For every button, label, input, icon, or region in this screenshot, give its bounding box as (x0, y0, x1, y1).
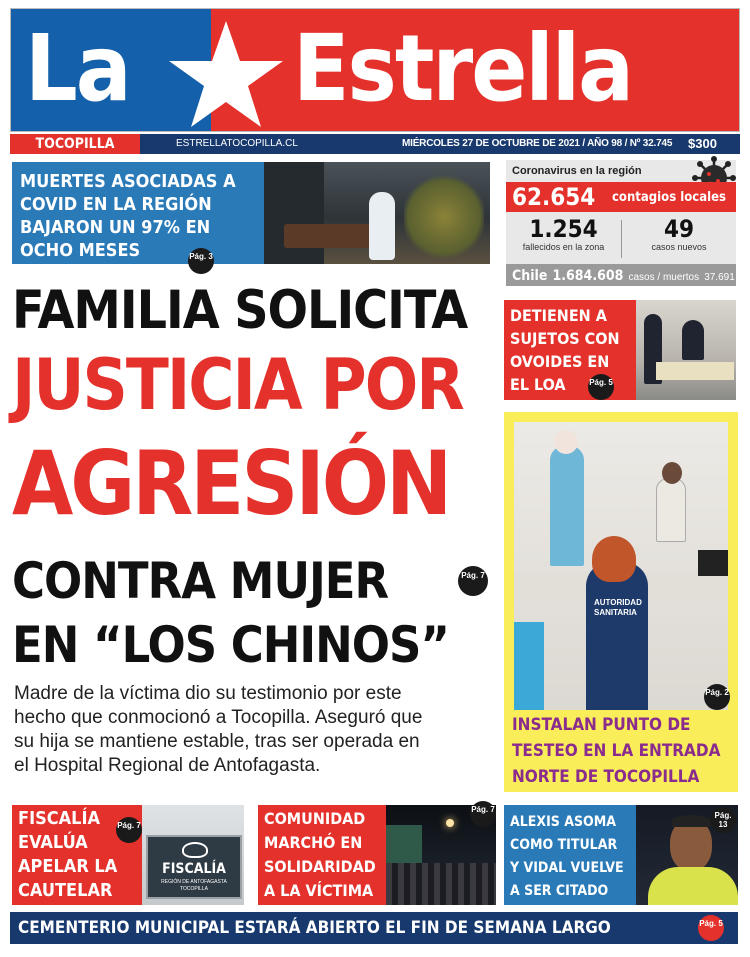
website-label: ESTRELLATOCOPILLA.CL (176, 138, 298, 149)
page-badge: Pág. 7 (470, 801, 496, 827)
headline-line: NORTE DE TOCOPILLA (512, 767, 700, 787)
headline-line: DETIENEN A (510, 306, 607, 325)
alexis-story[interactable] (504, 805, 738, 905)
main-headline-line3: AGRESIÓN (12, 432, 450, 535)
covid-total-label: contagios locales (612, 190, 726, 205)
deck-line: el Hospital Regional de Antofagasta. (14, 755, 321, 776)
chile-cases-label: casos / muertos (628, 272, 700, 283)
main-headline-line4: CONTRA MUJER (12, 552, 389, 610)
headline-line: COMUNIDAD (264, 809, 366, 828)
headline-line: A SER CITADO (510, 883, 609, 899)
masthead-title-estrella: Estrella (293, 15, 632, 122)
alexis-headline (510, 811, 624, 903)
deck-line: Madre de la víctima dio su testimonio por este (14, 683, 402, 704)
deck-line: hecho que conmocionó a Tocopilla. Aseguró que (14, 707, 423, 728)
fiscalia-sign-text: FISCALÍA (162, 861, 226, 877)
dateline-text: MIÉRCOLES 27 DE OCTUBRE DE 2021 / AÑO 98 / Nº 32.745 (402, 138, 673, 149)
fiscalia-sign (146, 835, 242, 899)
main-headline-line5: EN “LOS CHINOS” (12, 616, 449, 674)
testeo-photo (514, 422, 728, 710)
main-headline-line2: JUSTICIA POR (12, 344, 463, 426)
city-label: TOCOPILLA (10, 134, 140, 154)
headline-line: FISCALÍA (18, 808, 101, 829)
covid-total-bar (506, 182, 736, 212)
page-badge: Pág. 7 (458, 566, 488, 596)
testeo-headline (512, 712, 720, 790)
main-story-deck (14, 682, 494, 778)
covid-new-cases: 49 (663, 215, 695, 243)
star-icon (166, 19, 286, 129)
headline-line: A LA VÍCTIMA (264, 881, 374, 900)
headline-line: Y VIDAL VUELVE (510, 860, 624, 876)
covid-deaths: 1.254 (529, 215, 598, 243)
headline-line: CAUTELAR (18, 880, 113, 901)
covid-stats-box (506, 160, 736, 286)
headline-line: SOLIDARIDAD (264, 857, 376, 876)
main-story[interactable] (12, 272, 496, 792)
headline-line: EL LOA (510, 375, 566, 394)
footer-headline: CEMENTERIO MUNICIPAL ESTARÁ ABIERTO EL FIN DE SEMANA LARGO (18, 918, 611, 938)
testeo-story[interactable] (504, 412, 738, 792)
headline-line: COMO TITULAR (510, 837, 618, 853)
headline-line: TESTEO EN LA ENTRADA (512, 741, 721, 761)
fiscalia-story[interactable] (12, 805, 244, 905)
page-badge: Pág. 5 (588, 374, 614, 400)
page-badge: Pág. 5 (698, 915, 724, 941)
masthead-title-la: La (25, 15, 130, 122)
main-headline-line1: FAMILIA SOLICITA (12, 280, 468, 341)
comunidad-story[interactable] (258, 805, 496, 905)
headline-line: EVALÚA (18, 832, 88, 853)
page-badge: Pág. 3 (188, 248, 214, 274)
fiscalia-headline (18, 807, 117, 903)
price-label: $300 (688, 136, 717, 151)
footer-story[interactable] (10, 912, 738, 944)
deck-line: su hija se mantiene estable, tras ser operada en (14, 731, 420, 752)
covid-new-cell (622, 216, 736, 260)
covid-photo (264, 162, 490, 264)
covid-chile-bar (506, 264, 736, 286)
covid-deaths-cell (506, 216, 621, 260)
fiscalia-photo (142, 805, 244, 905)
headline-line: COVID EN LA REGIÓN (20, 194, 212, 215)
fiscalia-sign-sub1: REGIÓN DE ANTOFAGASTA (161, 879, 227, 885)
headline-line: APELAR LA (18, 856, 118, 877)
chile-deaths: 37.691 (704, 272, 735, 283)
masthead (10, 8, 740, 132)
covid-stats-title: Coronavirus en la región (512, 165, 642, 177)
headline-line: SUJETOS CON (510, 329, 620, 348)
chile-cases: 1.684.608 (552, 268, 624, 284)
testeo-vest-text: AUTORIDAD SANITARIA (594, 598, 642, 617)
chile-label: Chile (512, 268, 548, 284)
ovoides-story[interactable] (504, 300, 736, 400)
headline-line: BAJARON UN 97% EN (20, 217, 211, 238)
page-badge: Pág. 7 (116, 817, 142, 843)
covid-total: 62.654 (512, 183, 596, 211)
fiscalia-logo-icon (182, 842, 208, 858)
fiscalia-sign-sub2: TOCOPILLA (180, 886, 208, 892)
headline-line: MARCHÓ EN (264, 833, 363, 852)
headline-line: OCHO MESES (20, 240, 141, 261)
headline-line: INSTALAN PUNTO DE (512, 715, 691, 735)
dateline-bar (10, 134, 740, 154)
headline-line: OVOIDES EN (510, 352, 610, 371)
page-badge: Pág. 13 (710, 807, 736, 833)
headline-line: ALEXIS ASOMA (510, 814, 617, 830)
comunidad-headline (264, 807, 376, 903)
ovoides-photo (636, 300, 736, 400)
covid-story[interactable] (12, 162, 490, 264)
covid-deaths-label: fallecidos en la zona (522, 242, 605, 252)
page-badge: Pág. 2 (704, 684, 730, 710)
covid-new-cases-label: casos nuevos (651, 242, 707, 252)
headline-line: MUERTES ASOCIADAS A (20, 171, 236, 192)
